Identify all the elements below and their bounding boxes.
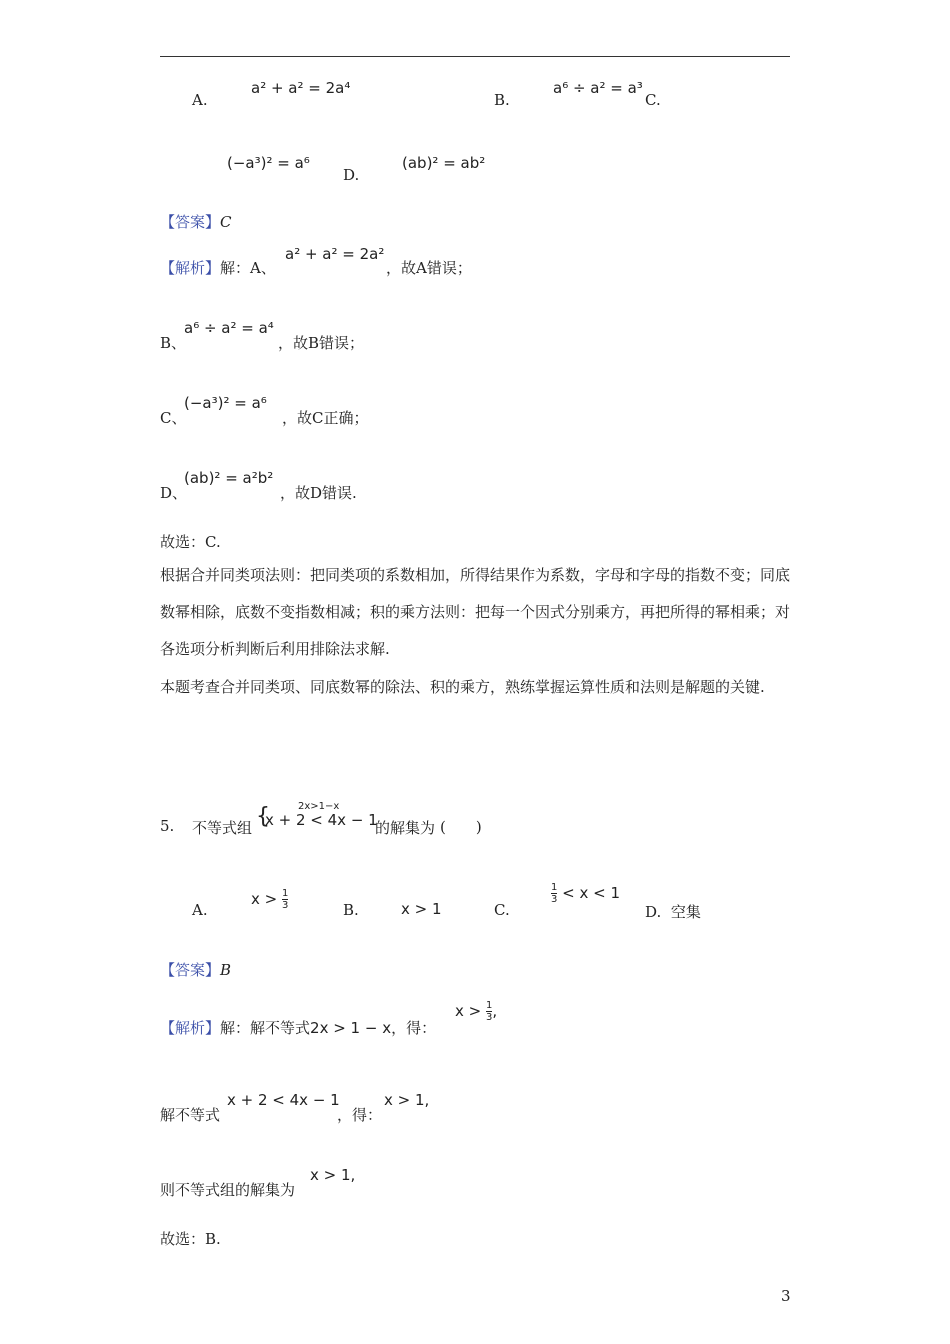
q5-system-brace: { (256, 804, 270, 829)
q4-explanation-2: 本题考查合并同类项、同底数幂的除法、积的乘方，熟练掌握运算性质和法则是解题的关键. (160, 678, 765, 696)
q4-option-b-expr: a⁶ ÷ a² = a³ (553, 79, 643, 97)
q4-option-b-label: B. (494, 91, 510, 109)
q4-analysis-c-result: ，故C正确； (282, 409, 369, 427)
q5-analysis-line2-prefix: 解不等式 (160, 1106, 221, 1124)
q4-analysis-d-result: ，故D错误. (280, 484, 357, 502)
q5-paren: ( ) (440, 818, 482, 836)
q5-option-b-expr: x > 1 (401, 900, 442, 918)
q5-answer (160, 959, 231, 980)
fraction-one-third: $\frac{1}{3}$ (551, 882, 558, 905)
q5-system-top: 2x>1−x (298, 801, 340, 812)
q5-option-c-label: C. (494, 901, 510, 919)
q5-system-bottom: x + 2 < 4x − 1 (265, 811, 378, 829)
q5-number: 5. (160, 817, 175, 835)
page-number: 3 (781, 1287, 791, 1305)
q4-option-a-expr: a² + a² = 2a⁴ (251, 79, 351, 97)
fraction-one-third: $\frac{1}{3}$ (282, 888, 289, 911)
q5-stem-suffix: 的解集为 (375, 819, 436, 837)
q5-analysis-line2-result: x > 1, (384, 1091, 430, 1109)
fraction-one-third: $\frac{1}{3}$ (486, 1000, 493, 1023)
q4-option-a-label: A. (192, 91, 208, 109)
answer-value: C (220, 213, 232, 231)
q4-analysis-d-expr: (ab)² = a²b² (184, 469, 274, 487)
answer-value: B (220, 961, 232, 979)
q4-analysis-a-result: ，故A错误； (386, 259, 472, 277)
q5-option-a-expr: x > $\frac{1}{3}$ (251, 888, 289, 911)
analysis-tag: 【解析】 (160, 259, 221, 277)
q5-analysis-line1: 【解析】解：解不等式2x > 1 − x，得： (160, 1019, 437, 1037)
q5-choose: 故选：B. (160, 1230, 221, 1248)
q5-option-b-label: B. (343, 901, 359, 919)
q4-analysis-b-expr: a⁶ ÷ a² = a⁴ (184, 319, 274, 337)
q4-option-c-expr: (−a³)² = a⁶ (227, 154, 310, 172)
q5-option-d: D. 空集 (645, 903, 701, 921)
q5-option-c-expr: $\frac{1}{3}$ < x < 1 (551, 882, 621, 905)
q5-stem-prefix: 不等式组 (192, 819, 253, 837)
q5-option-a-label: A. (192, 901, 208, 919)
q5-analysis-line2-mid: ，得： (337, 1106, 383, 1124)
q4-answer (160, 211, 232, 232)
q4-analysis-a: 【解析】解：A、 (160, 259, 276, 277)
q4-option-d-expr: (ab)² = ab² (402, 154, 486, 172)
answer-tag: 【答案】 (160, 961, 221, 979)
q4-analysis-c-prefix: C、 (160, 409, 187, 427)
q4-analysis-d-prefix: D、 (160, 484, 188, 502)
q4-choose: 故选：C. (160, 533, 221, 551)
answer-tag: 【答案】 (160, 213, 221, 231)
q5-analysis-line3-prefix: 则不等式组的解集为 (160, 1181, 296, 1199)
q4-explanation-1: 根据合并同类项法则：把同类项的系数相加，所得结果作为系数，字母和字母的指数不变；同底数幂相除，底数不变指数相减；积的乘方法则：把每一个因式分别乘方，再把所得的幂相乘；对各选项分析判断后利用排除法求解. (160, 566, 791, 658)
analysis-tag: 【解析】 (160, 1019, 221, 1037)
q4-analysis-c-expr: (−a³)² = a⁶ (184, 394, 267, 412)
q4-analysis-b-result: ，故B错误； (278, 334, 365, 352)
q4-analysis-a-expr: a² + a² = 2a² (285, 245, 385, 263)
q5-analysis-line3-result: x > 1, (310, 1166, 356, 1184)
q4-option-c-label: C. (645, 91, 661, 109)
header-rule (160, 56, 790, 57)
q5-analysis-line1-result: x > $\frac{1}{3}$ , (455, 1000, 498, 1023)
q4-option-d-label: D. (343, 166, 360, 184)
q5-analysis-line2-ineq: x + 2 < 4x − 1 (227, 1091, 340, 1109)
q4-analysis-b-prefix: B、 (160, 334, 187, 352)
